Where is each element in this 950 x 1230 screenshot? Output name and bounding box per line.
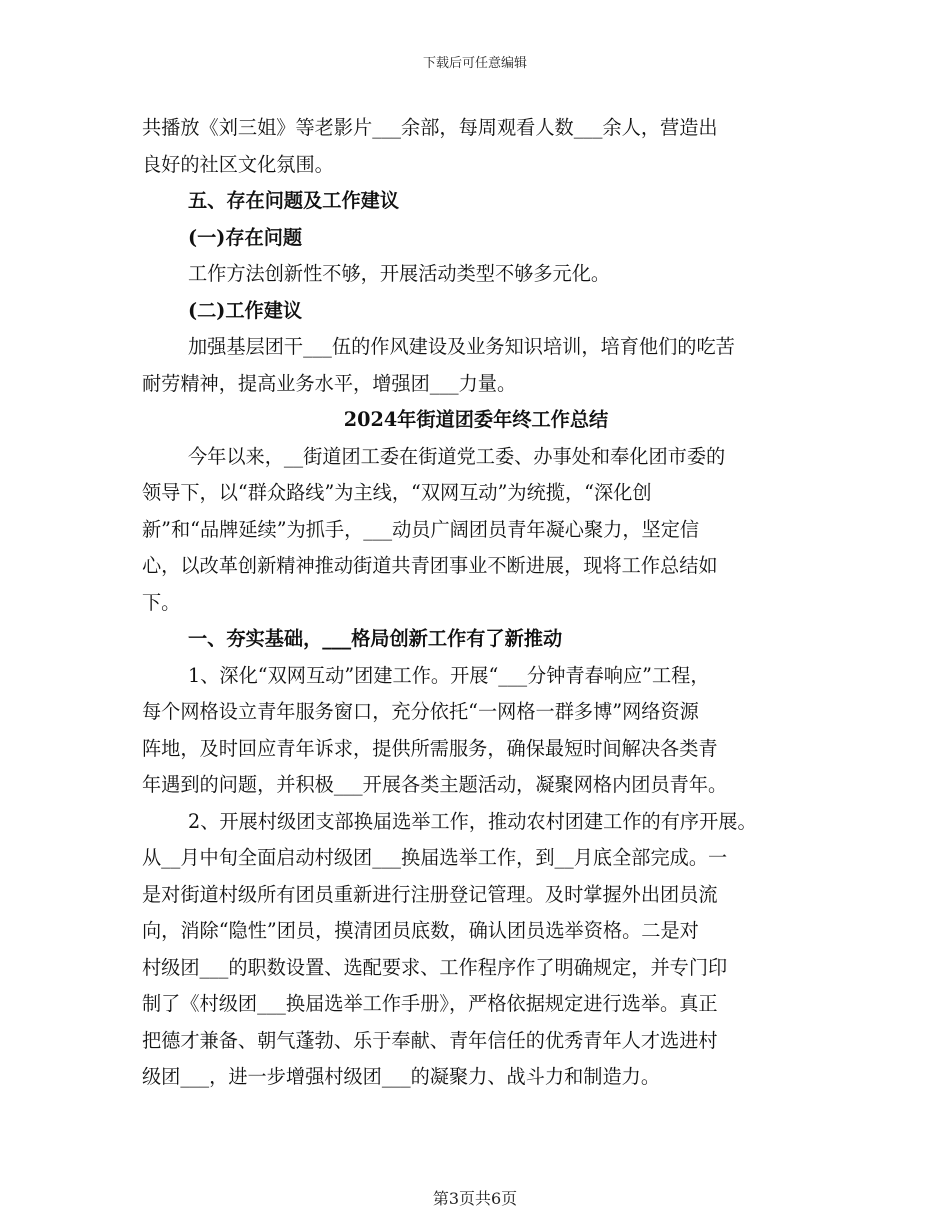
page-number: 第3页共6页 xyxy=(432,1189,518,1208)
text-line: 级团___，进一步增强村级团___的凝聚力、战斗力和制造力。 xyxy=(142,1065,661,1088)
text-line: 下。 xyxy=(142,590,181,614)
section-heading: 五、存在问题及工作建议 xyxy=(188,189,400,212)
text-line: 每个网格设立青年服务窗口，充分依托“一网格一群多博”网络资源 xyxy=(142,700,699,723)
text-line: 村级团___的职数设置、选配要求、工作程序作了明确规定，并专门印 xyxy=(142,955,728,979)
text-line: 新”和“品牌延续”为抓手，___动员广阔团员青年凝心聚力，坚定信 xyxy=(142,517,700,541)
text-line: 1、深化“双网互动”团建工作。开展“___分钟青春响应”工程， xyxy=(188,663,710,687)
page-header-note: 下载后可任意编辑 xyxy=(422,56,527,71)
text-line: 良好的社区文化氛围。 xyxy=(142,152,334,176)
text-line: 耐劳精神，提高业务水平，增强团___力量。 xyxy=(142,371,517,395)
text-line: 阵地，及时回应青年诉求，提供所需服务，确保最短时间解决各类青 xyxy=(142,736,718,760)
document-title: 2024年街道团委年终工作总结 xyxy=(343,408,609,431)
subsection-heading: (二)工作建议 xyxy=(188,298,303,322)
text-line: 年遇到的问题，并积极___开展各类主题活动，凝聚网格内团员青年。 xyxy=(142,773,728,796)
section-heading: 一、夯实基础，___格局创新工作有了新推动 xyxy=(188,627,563,650)
text-line: 共播放《刘三姐》等老影片___余部，每周观看人数___余人，营造出 xyxy=(142,116,718,139)
text-line: 是对街道村级所有团员重新进行注册登记管理。及时掌握外出团员流 xyxy=(142,882,718,906)
text-line: 把德才兼备、朝气蓬勃、乐于奉献、青年信任的优秀青年人才选进村 xyxy=(142,1028,718,1052)
text-line: 领导下，以“群众路线”为主线，“双网互动”为统揽，“深化创 xyxy=(142,481,652,504)
text-line: 加强基层团干___伍的作风建设及业务知识培训，培育他们的吃苦 xyxy=(188,335,735,358)
document-body xyxy=(142,110,810,1096)
text-line: 心，以改革创新精神推动街道共青团事业不断进展，现将工作总结如 xyxy=(142,554,718,577)
text-line: 2、开展村级团支部换届选举工作，推动农村团建工作的有序开展。 xyxy=(188,809,757,833)
text-line: 从__月中旬全面启动村级团___换届选举工作，到__月底全部完成。一 xyxy=(142,846,728,869)
text-line: 制了《村级团___换届选举工作手册》，严格依据规定进行选举。真正 xyxy=(142,992,718,1015)
text-line: 工作方法创新性不够，开展活动类型不够多元化。 xyxy=(188,262,611,285)
text-line: 向，消除“隐性”团员，摸清团员底数，确认团员选举资格。二是对 xyxy=(142,919,699,942)
subsection-heading: (一)存在问题 xyxy=(188,225,303,249)
text-line: 今年以来，__街道团工委在街道党工委、办事处和奉化团市委的 xyxy=(188,444,726,468)
